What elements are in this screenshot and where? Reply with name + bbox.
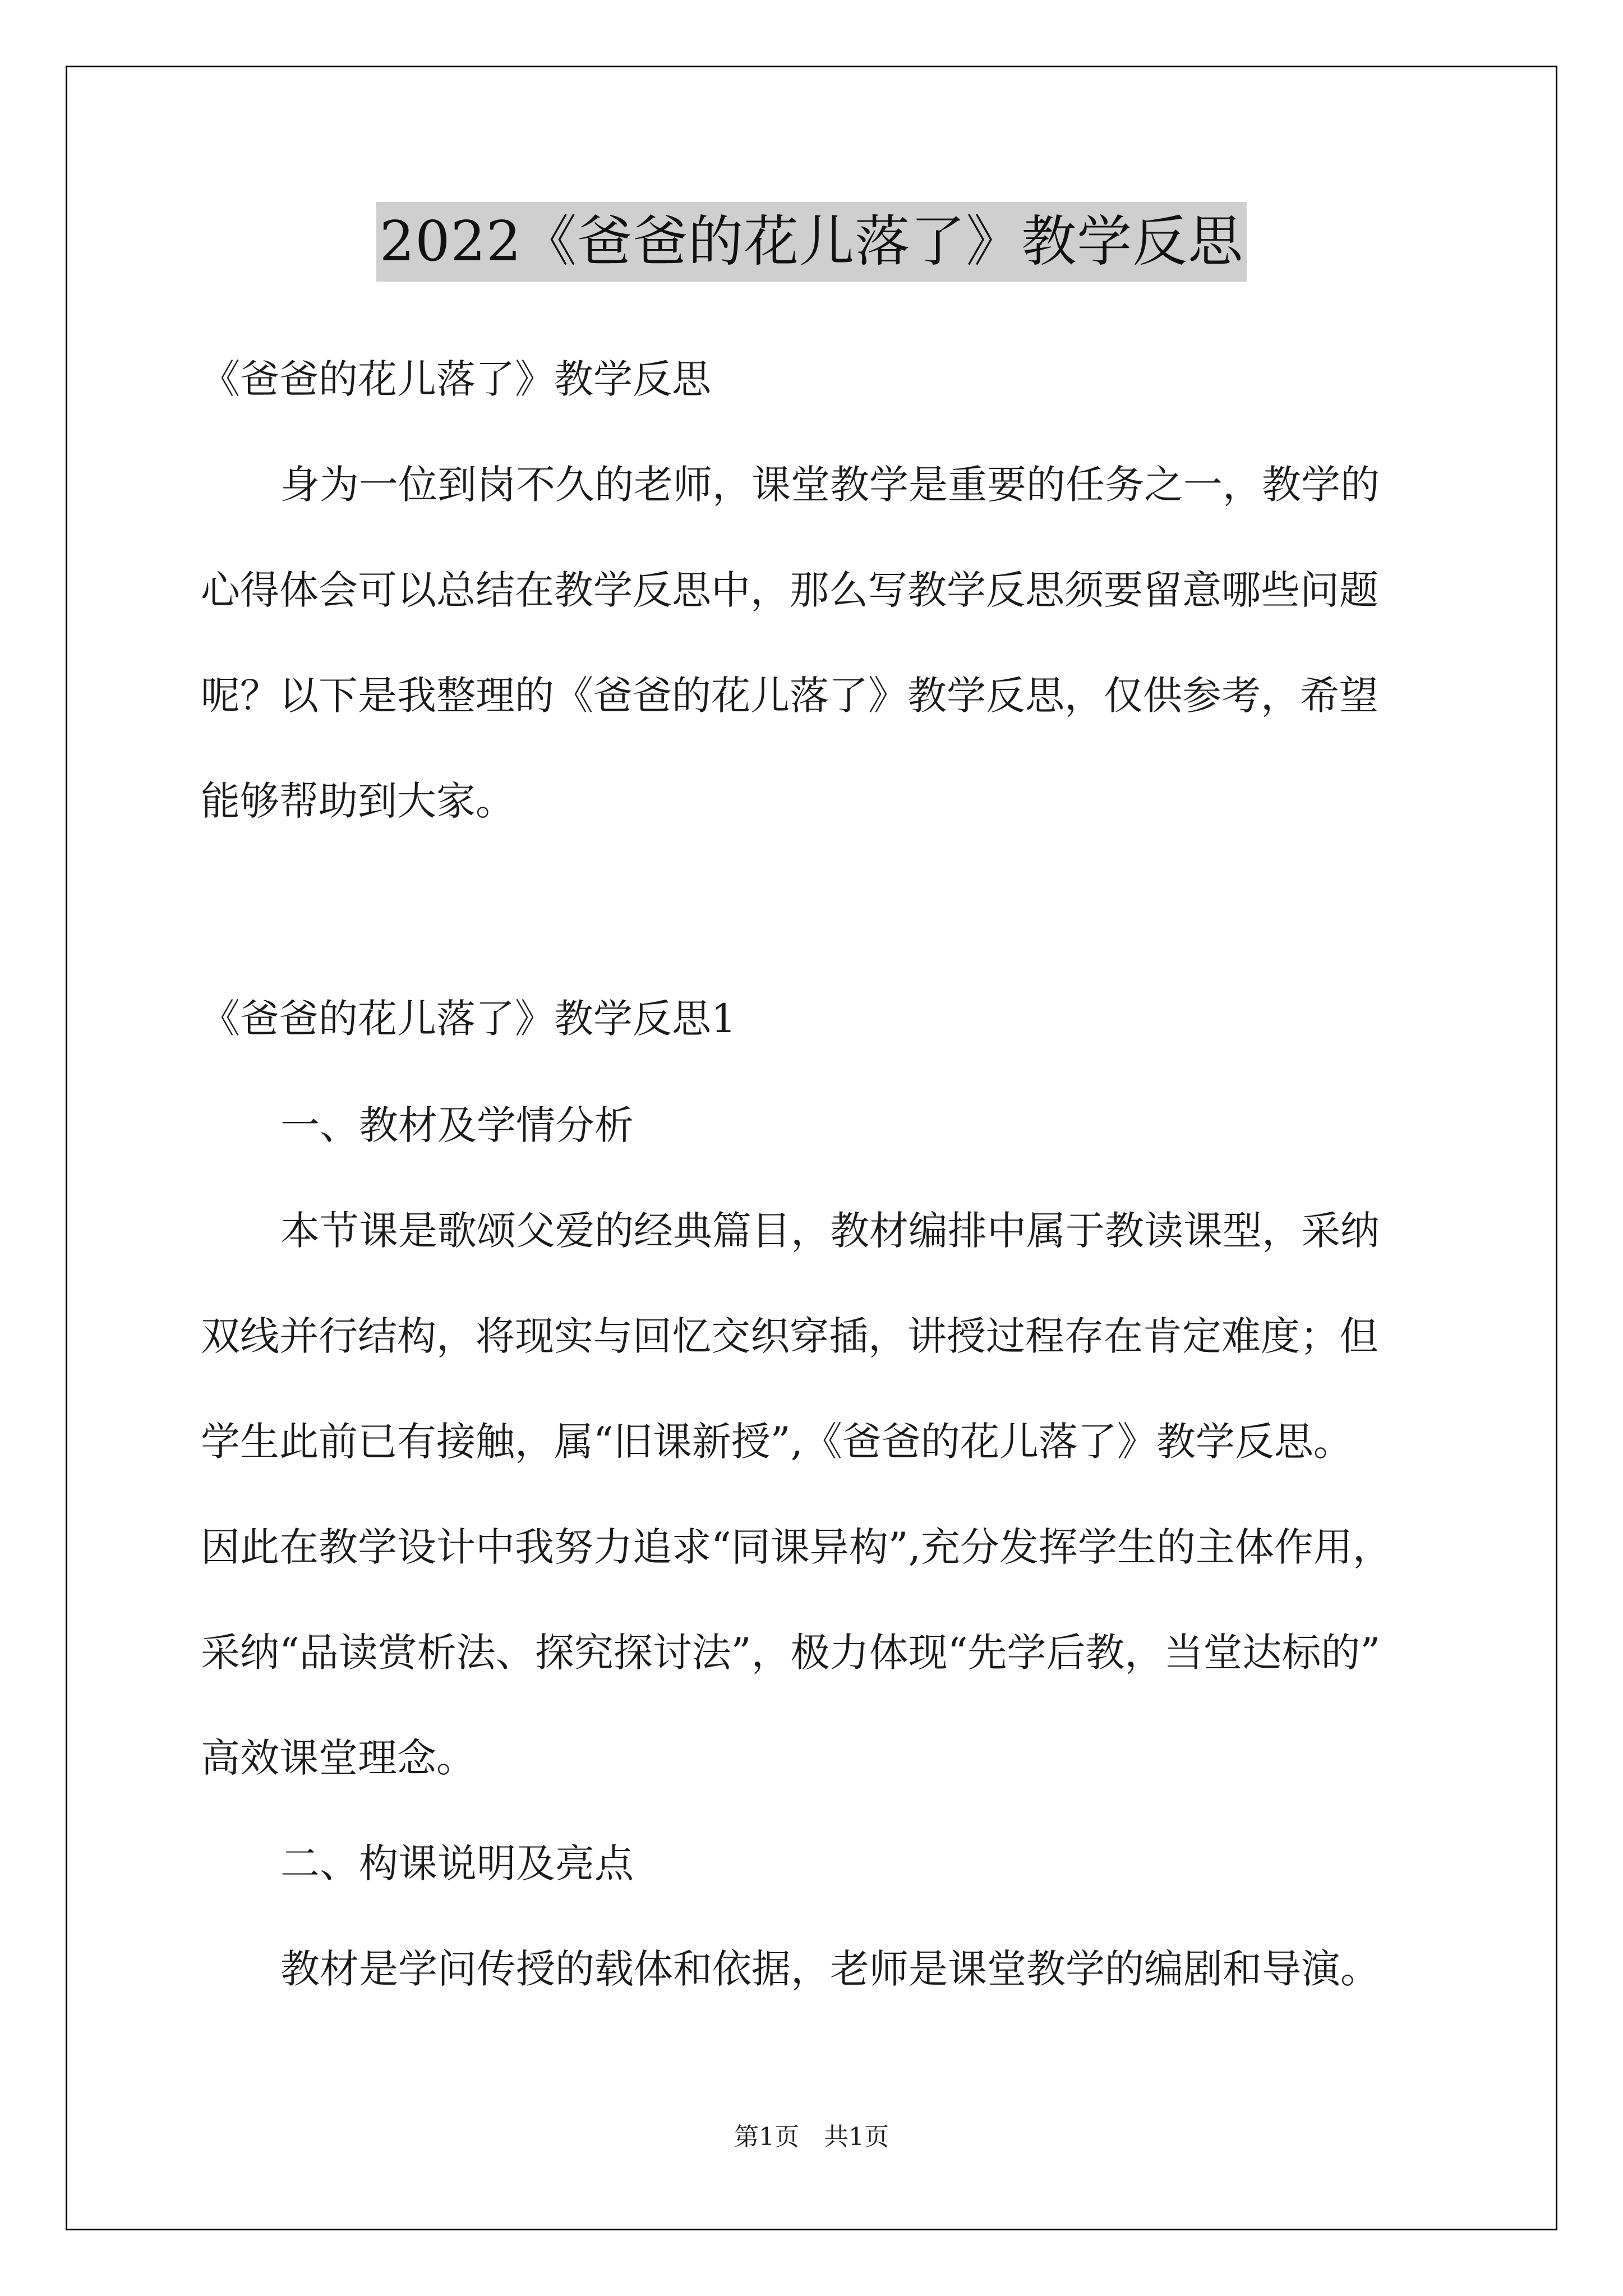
- intro-heading: 《爸爸的花儿落了》教学反思: [201, 356, 711, 402]
- page-number-footer: 第1页 共1页: [734, 2123, 889, 2151]
- intro-paragraph-line-3: 呢？以下是我整理的《爸爸的花儿落了》教学反思，仅供参考，希望: [201, 673, 1378, 719]
- document-title: 2022《爸爸的花儿落了》教学反思: [376, 202, 1247, 282]
- intro-paragraph-line-1: 身为一位到岗不久的老师，课堂教学是重要的任务之一，教学的: [280, 462, 1380, 508]
- analysis-paragraph-line-2: 双线并行结构，将现实与回忆交织穿插，讲授过程存在肯定难度；但: [201, 1313, 1378, 1359]
- analysis-paragraph-line-6: 高效课堂理念。: [201, 1735, 476, 1781]
- subheading-analysis: 一、教材及学情分析: [280, 1102, 634, 1148]
- intro-paragraph-line-4: 能够帮助到大家。: [201, 778, 515, 824]
- analysis-paragraph-line-3: 学生此前已有接触，属“旧课新授”,《爸爸的花儿落了》教学反思。: [201, 1419, 1353, 1465]
- section-heading-1: 《爸爸的花儿落了》教学反思1: [201, 996, 736, 1042]
- analysis-paragraph-line-1: 本节课是歌颂父爱的经典篇目，教材编排中属于教读课型，采纳: [280, 1208, 1380, 1254]
- subheading-highlights: 二、构课说明及亮点: [280, 1841, 634, 1887]
- analysis-paragraph-line-4: 因此在教学设计中我努力追求“同课异构”,充分发挥学生的主体作用，: [201, 1524, 1392, 1570]
- highlights-paragraph-line-1: 教材是学问传授的载体和依据，老师是课堂教学的编剧和导演。: [280, 1946, 1380, 1992]
- analysis-paragraph-line-5: 采纳“品读赏析法、探究探讨法”，极力体现“先学后教，当堂达标的”: [201, 1630, 1381, 1676]
- intro-paragraph-line-2: 心得体会可以总结在教学反思中，那么写教学反思须要留意哪些问题: [201, 567, 1378, 613]
- title-container: [0, 202, 1623, 282]
